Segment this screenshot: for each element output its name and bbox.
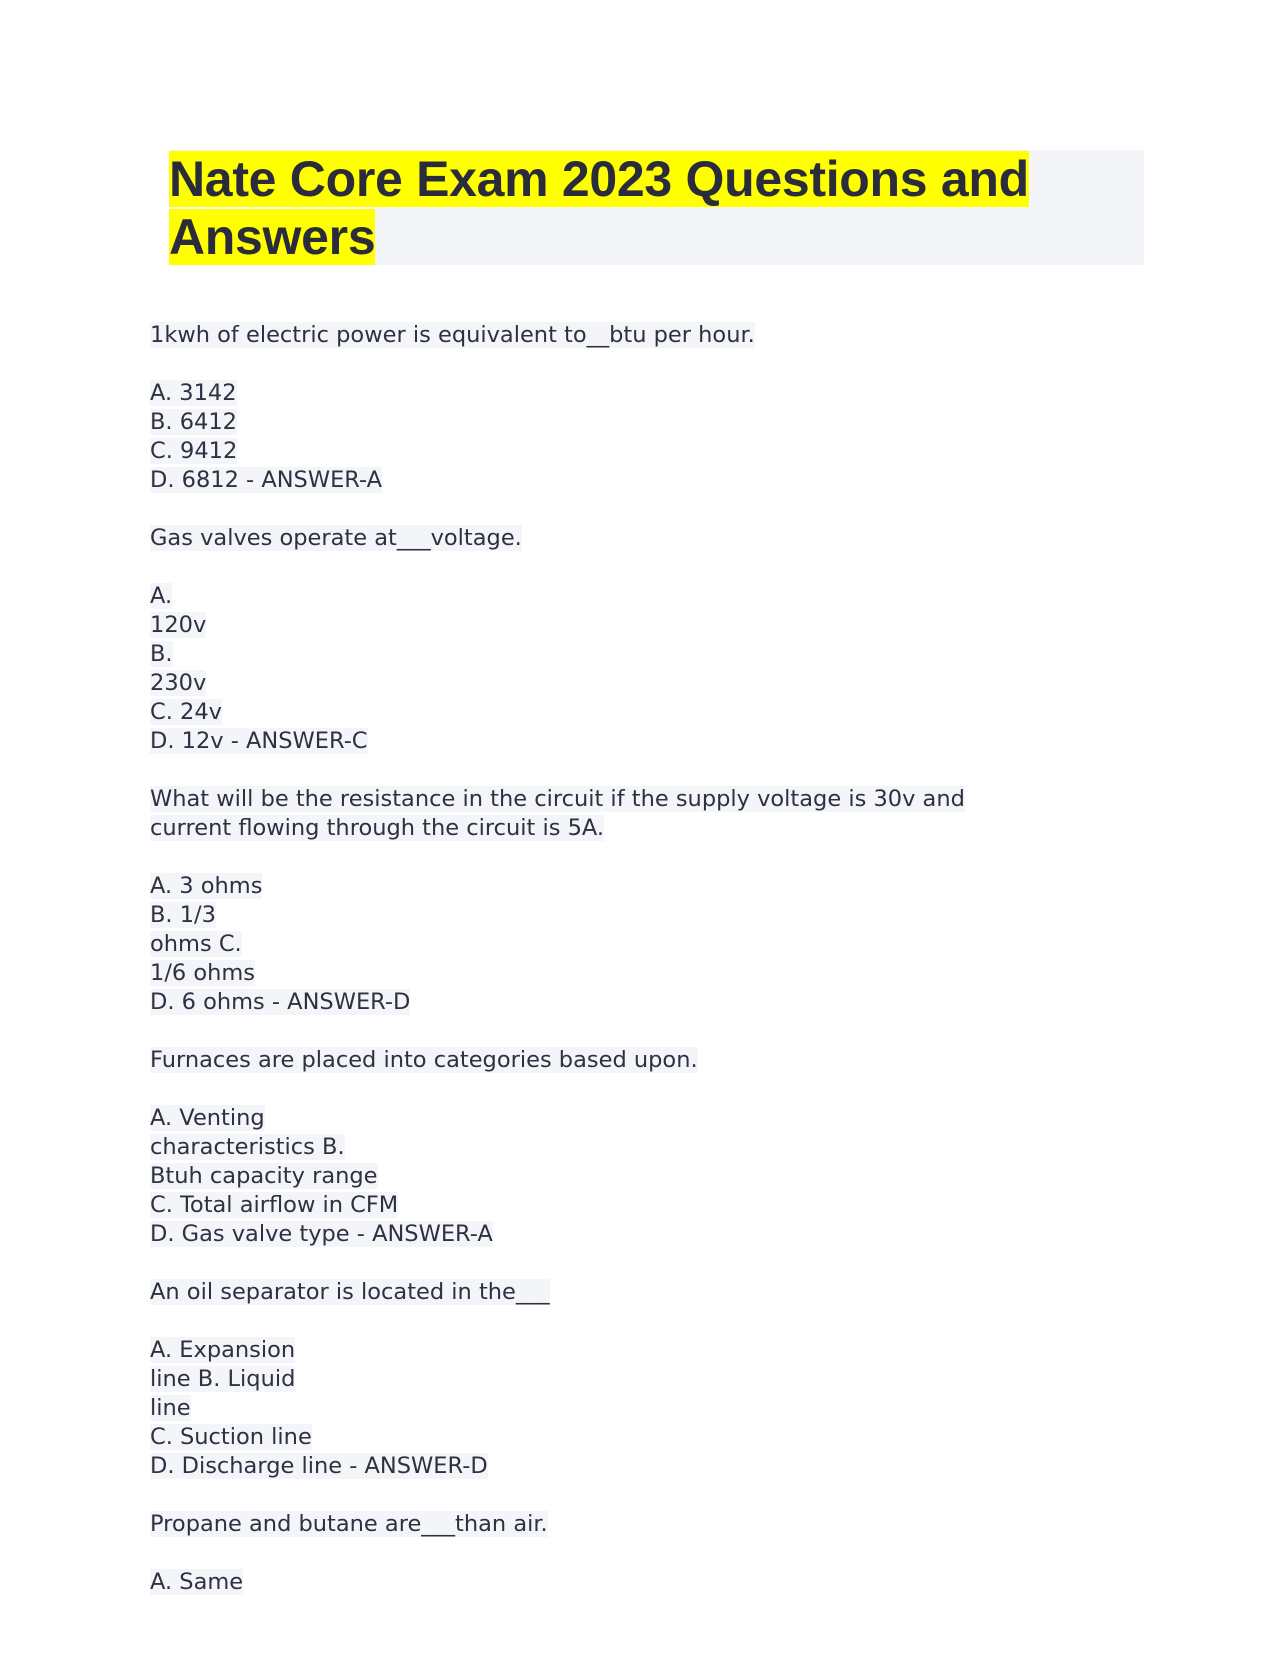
answer-option: B. 6412 [150, 409, 238, 435]
answer-option: 1/6 ohms [150, 960, 256, 986]
question-text: Gas valves operate at___voltage. [150, 525, 522, 551]
answer-option: A. Venting [150, 1105, 265, 1131]
answer-option: C. 9412 [150, 438, 238, 464]
question-block [150, 321, 1130, 524]
question-text: What will be the resistance in the circuit if the supply voltage is 30v and [150, 786, 965, 812]
answer-option: D. Gas valve type - ANSWER-A [150, 1221, 493, 1247]
answer-option: A. Same [150, 1569, 244, 1595]
answer-option: B. 1/3 [150, 902, 216, 928]
answer-option: D. 12v - ANSWER-C [150, 728, 368, 754]
title-line-2: Answers [169, 209, 376, 265]
answer-option: line [150, 1395, 191, 1421]
answer-option: characteristics B. [150, 1134, 345, 1160]
answer-option: Btuh capacity range [150, 1163, 378, 1189]
question-block [150, 1510, 1130, 1597]
answer-option: C. Total airflow in CFM [150, 1192, 399, 1218]
answer-option: ohms C. [150, 931, 242, 957]
question-text: Propane and butane are___than air. [150, 1511, 548, 1537]
title-line-1: Nate Core Exam 2023 Questions and [169, 151, 1029, 207]
answer-option: line B. Liquid [150, 1366, 296, 1392]
answer-option: A. 3 ohms [150, 873, 263, 899]
question-block [150, 1278, 1130, 1510]
document-body [150, 321, 1130, 1597]
question-text: current flowing through the circuit is 5A. [150, 815, 605, 841]
question-text: An oil separator is located in the___ [150, 1279, 550, 1305]
question-text: 1kwh of electric power is equivalent to__btu per hour. [150, 322, 755, 348]
question-text: Furnaces are placed into categories based upon. [150, 1047, 698, 1073]
question-block [150, 524, 1130, 785]
answer-option: D. Discharge line - ANSWER-D [150, 1453, 488, 1479]
answer-option: D. 6812 - ANSWER-A [150, 467, 383, 493]
answer-option: A. Expansion [150, 1337, 296, 1363]
answer-option: C. Suction line [150, 1424, 312, 1450]
answer-option: A. 3142 [150, 380, 237, 406]
answer-option: 230v [150, 670, 207, 696]
answer-option: A. [150, 583, 173, 609]
answer-option: C. 24v [150, 699, 222, 725]
answer-option: D. 6 ohms - ANSWER-D [150, 989, 411, 1015]
question-block [150, 785, 1130, 1046]
answer-option: B. [150, 641, 173, 667]
question-block [150, 1046, 1130, 1278]
document-title [169, 150, 1144, 266]
answer-option: 120v [150, 612, 207, 638]
title-block [169, 150, 1144, 265]
